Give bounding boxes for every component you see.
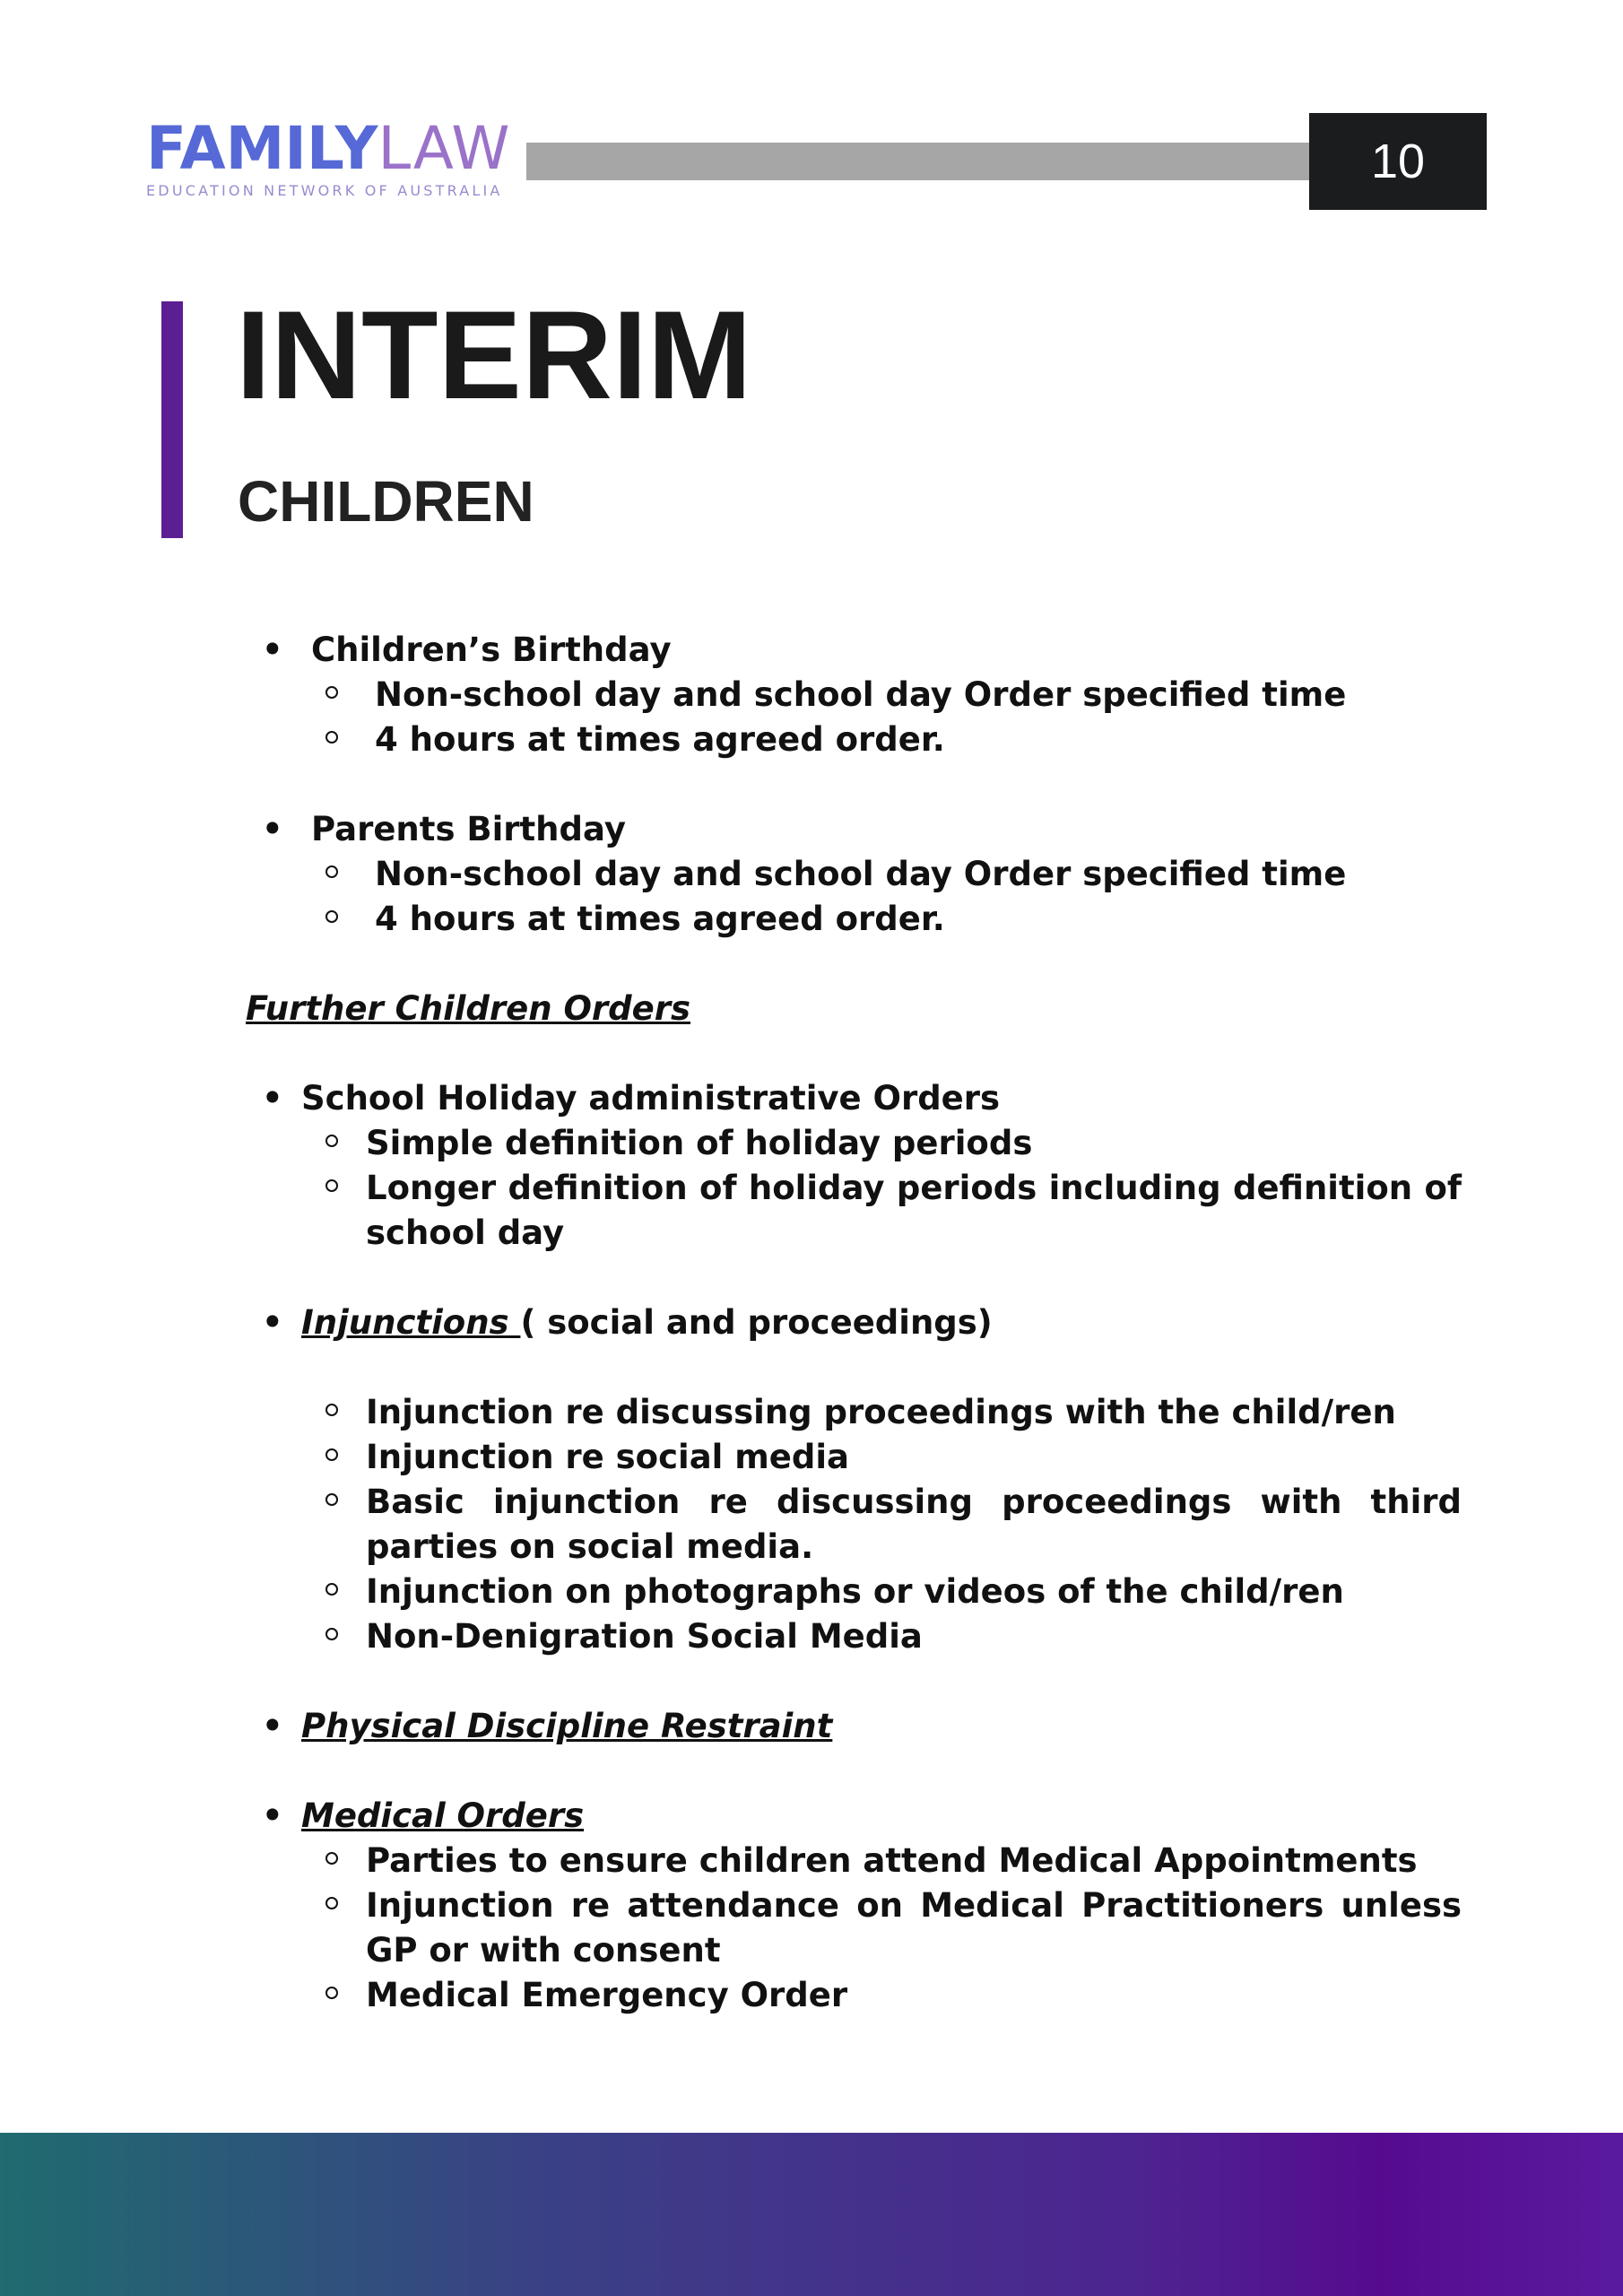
sub-bullet: [325, 1852, 338, 1865]
sub-list-item: [242, 852, 1462, 897]
logo-tagline: EDUCATION NETWORK OF AUSTRALIA: [146, 182, 503, 199]
list-item: [242, 1704, 1462, 1749]
sub-bullet: [325, 686, 338, 699]
sub-bullet: [325, 1897, 338, 1909]
sub-list-item-label: Injunction on photographs or videos of the child/ren: [366, 1572, 1344, 1611]
list-item-label: Medical Orders: [301, 1796, 585, 1835]
sub-list-item: [242, 1570, 1462, 1614]
list-item: [242, 807, 1462, 852]
sub-bullet: [325, 910, 338, 923]
family-law-logo: [146, 114, 523, 199]
list-item-label: Physical Discipline Restraint: [301, 1707, 833, 1745]
sub-bullet: [325, 1135, 338, 1147]
sub-list-item: [242, 1480, 1462, 1570]
sub-list-item-label: Injunction re social media: [366, 1438, 850, 1476]
sub-list-item: [242, 1166, 1462, 1256]
footer-gradient-band: [0, 2133, 1623, 2296]
sub-list-item-label: Medical Emergency Order: [366, 1976, 848, 2014]
bullet: •: [262, 810, 283, 848]
sub-list-item-label: 4 hours at times agreed order.: [375, 720, 945, 759]
sub-list-item: [242, 1839, 1462, 1883]
sub-bullet: [325, 1583, 338, 1596]
bullet: •: [262, 1707, 283, 1745]
list-item: [242, 628, 1462, 673]
bullet: •: [262, 1303, 283, 1342]
sub-list-item: [242, 718, 1462, 762]
logo-law-text: LAW: [378, 114, 511, 183]
list-item-label: Parents Birthday: [311, 810, 626, 848]
sub-list-item-label: Non-school day and school day Order specified time: [375, 675, 1347, 714]
sub-list-item: [242, 1390, 1462, 1435]
sub-bullet: [325, 1493, 338, 1506]
injunctions-label: Injunctions: [301, 1303, 521, 1342]
sub-list-item: [242, 1883, 1462, 1973]
header-bar: [526, 143, 1309, 180]
sub-bullet: [325, 865, 338, 878]
sub-list-item-label: 4 hours at times agreed order.: [375, 900, 945, 938]
sub-list-item-label: Injunction re discussing proceedings with the child/ren: [366, 1393, 1396, 1431]
page-subtitle: CHILDREN: [238, 469, 534, 534]
sub-list-item: [242, 1435, 1462, 1480]
sub-list-item-label: Injunction re attendance on Medical Practitioners unless GP or with consent: [366, 1886, 1462, 1970]
page-number: 10: [1309, 113, 1487, 210]
sub-list-item-label: Non-school day and school day Order specified time: [375, 855, 1347, 893]
sub-bullet: [325, 1404, 338, 1416]
bullet: •: [262, 1079, 283, 1118]
title-accent-bar: [161, 301, 183, 538]
sub-bullet: [325, 1628, 338, 1640]
list-item-label: Children’s Birthday: [311, 631, 672, 669]
logo-wordmark: [146, 114, 523, 183]
section-heading: Further Children Orders: [246, 989, 691, 1028]
sub-bullet: [325, 1448, 338, 1461]
logo-family-text: FAMILY: [146, 114, 378, 183]
sub-list-item: [242, 1973, 1462, 2018]
sub-list-item: [242, 897, 1462, 942]
list-item: [242, 1794, 1462, 1839]
content: [242, 628, 1462, 2018]
sub-list-item-label: Parties to ensure children attend Medical Appointments: [366, 1841, 1418, 1880]
bullet: •: [262, 631, 283, 669]
list-item: [242, 1076, 1462, 1121]
injunctions-qualifier: ( social and proceedings): [520, 1303, 993, 1342]
list-item: [242, 1300, 1462, 1345]
bullet: •: [262, 1796, 283, 1835]
sub-list-item: [242, 673, 1462, 718]
sub-list-item: [242, 1614, 1462, 1659]
sub-list-item: [242, 1121, 1462, 1166]
sub-bullet: [325, 731, 338, 744]
page-title: INTERIM: [236, 284, 752, 425]
sub-list-item-label: Longer definition of holiday periods including definition of school day: [366, 1169, 1462, 1252]
sub-bullet: [325, 1179, 338, 1192]
sub-list-item-label: Basic injunction re discussing proceedings with third parties on social media.: [366, 1483, 1462, 1566]
sub-list-item-label: Simple definition of holiday periods: [366, 1124, 1033, 1162]
sub-bullet: [325, 1987, 338, 1999]
sub-list-item-label: Non-Denigration Social Media: [366, 1617, 923, 1656]
list-item-label: School Holiday administrative Orders: [301, 1079, 1001, 1118]
